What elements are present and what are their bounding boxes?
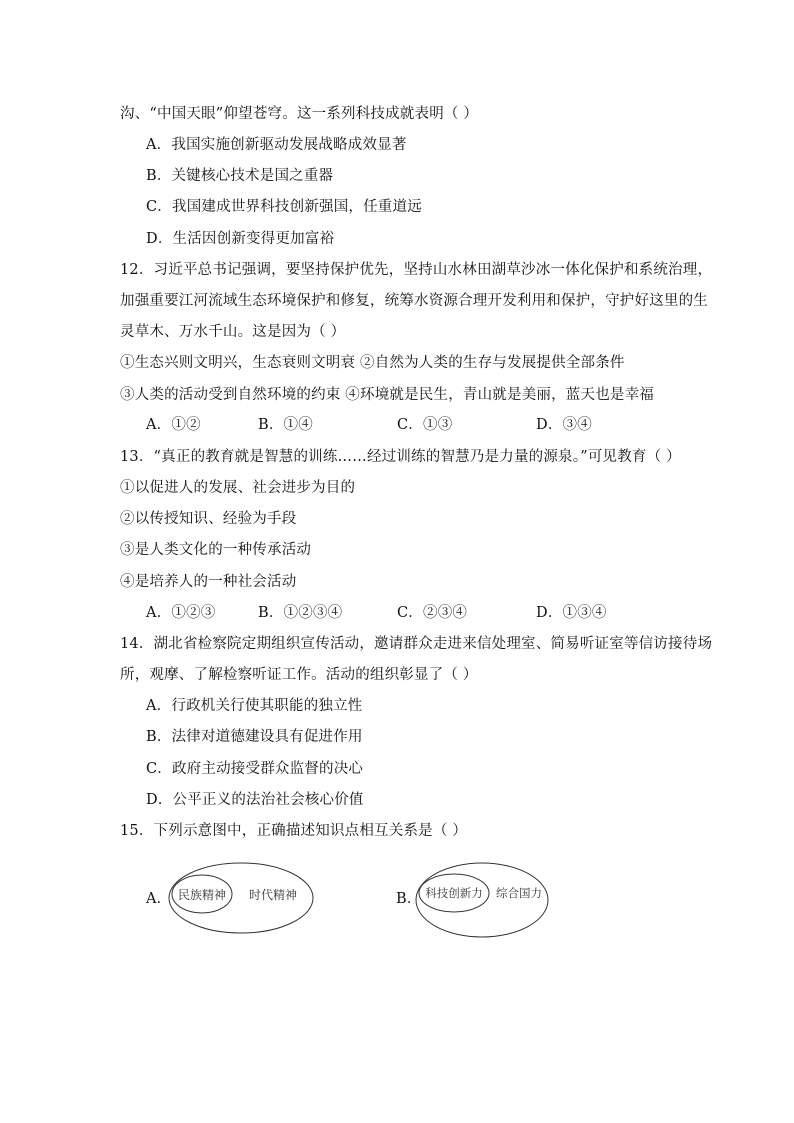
q14-option-a: A．行政机关行使其职能的独立性 — [146, 698, 363, 714]
q12-choice-a: A．①② — [146, 417, 201, 433]
q14-option-c: C．政府主动接受群众监督的决心 — [146, 761, 364, 777]
q12-stem-line-2: 加强重要江河流域生态环境保护和修复，统筹水资源合理开发利用和保护，守护好这里的生 — [120, 293, 708, 309]
q12-stem-line-3: 灵草木、万水千山。这是因为（ ） — [120, 324, 346, 340]
q13-statement-4: ④是培养人的一种社会活动 — [120, 574, 297, 590]
diagram-b-outer-label: 综合国力 — [496, 886, 542, 900]
diagram-a-outer-label: 时代精神 — [248, 888, 298, 902]
q14-stem-line-1: 14．湖北省检察院定期组织宣传活动，邀请群众走进来信处理室、简易听证室等信访接待场 — [120, 636, 713, 652]
q13-choice-d: D．①③④ — [536, 605, 607, 621]
q11-stem-tail: 沟、“中国天眼”仰望苍穹。这一系列科技成就表明（ ） — [120, 106, 479, 122]
q11-option-b: B．关键核心技术是国之重器 — [146, 168, 334, 184]
q11-option-a: A．我国实施创新驱动发展战略成效显著 — [146, 137, 407, 153]
q13-choice-b: B．①②③④ — [258, 605, 343, 621]
q15-stem: 15．下列示意图中，正确描述知识点相互关系是（ ） — [120, 823, 468, 839]
q13-stem: 13．“真正的教育就是智慧的训练……经过训练的智慧乃是力量的源泉。”可见教育（ ） — [120, 449, 681, 465]
q13-statement-2: ②以传授知识、经验为手段 — [120, 511, 297, 527]
diagram-b-inner-label: 科技创新力 — [425, 886, 483, 900]
q12-choice-d: D．③④ — [536, 417, 592, 433]
q11-option-c: C．我国建成世界科技创新强国，任重道远 — [146, 199, 422, 215]
q12-statements-3-4: ③人类的活动受到自然环境的约束 ④环境就是民生，青山就是美丽，蓝天也是幸福 — [120, 387, 655, 403]
q14-option-d: D．公平正义的法治社会核心价值 — [146, 792, 364, 808]
outer-ellipse-b — [416, 863, 548, 937]
q15-diagram-a — [166, 860, 316, 936]
q13-choice-c: C．②③④ — [397, 605, 468, 621]
q15-diagram-b-label: B． — [396, 891, 422, 907]
diagram-a-inner-label: 民族精神 — [177, 888, 227, 902]
q11-option-d: D．生活因创新变得更加富裕 — [146, 231, 335, 247]
q15-diagram-a-label: A． — [146, 891, 172, 907]
q15-diagram-b — [414, 860, 550, 940]
q13-statement-1: ①以促进人的发展、社会进步为目的 — [120, 480, 356, 496]
q12-statements-1-2: ①生态兴则文明兴，生态衰则文明衰 ②自然为人类的生存与发展提供全部条件 — [120, 355, 625, 371]
q13-statement-3: ③是人类文化的一种传承活动 — [120, 542, 312, 558]
q14-stem-line-2: 所，观摩、了解检察听证工作。活动的组织彰显了（ ） — [120, 667, 478, 683]
q12-choice-c: C．①③ — [397, 417, 453, 433]
q12-choice-b: B．①④ — [258, 417, 313, 433]
q14-option-b: B．法律对道德建设具有促进作用 — [146, 729, 363, 745]
q13-choice-a: A．①②③ — [146, 605, 216, 621]
q12-stem-line-1: 12．习近平总书记强调，要坚持保护优先，坚持山水林田湖草沙冰一体化保护和系统治理， — [120, 262, 713, 278]
